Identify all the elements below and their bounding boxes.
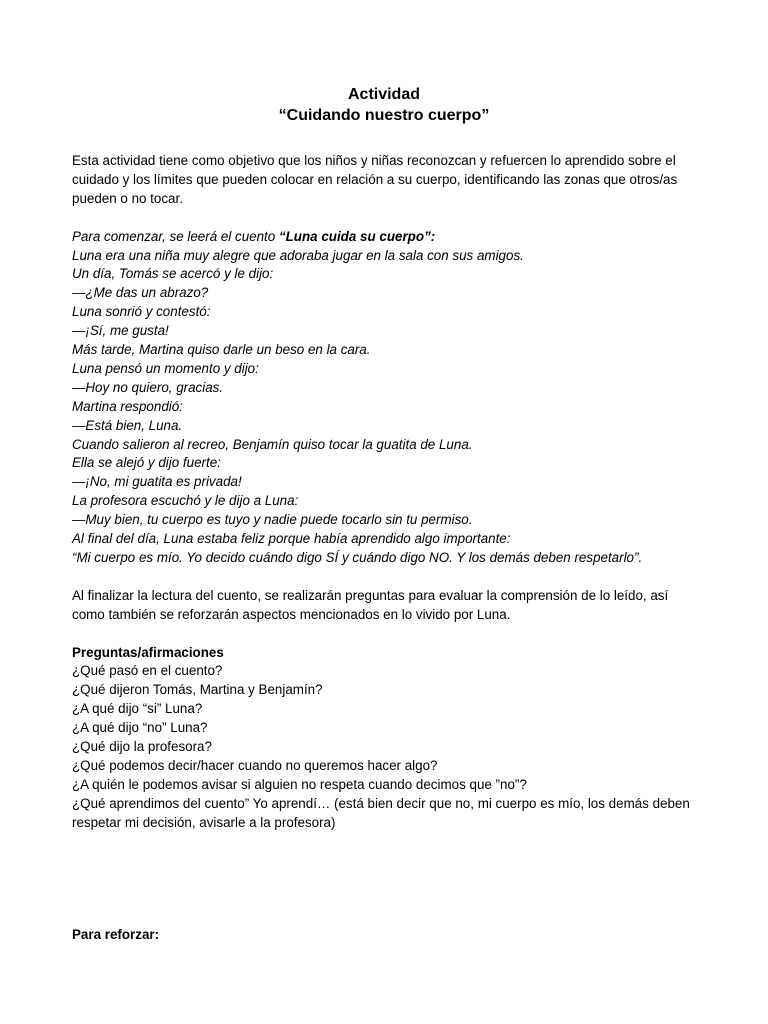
story-line: —Está bien, Luna. bbox=[72, 417, 183, 433]
question-item: ¿Qué podemos decir/hacer cuando no queremos hacer algo? bbox=[72, 757, 438, 773]
reinforce-heading: Para reforzar: bbox=[72, 927, 160, 942]
document-subtitle: “Cuidando nuestro cuerpo” bbox=[278, 107, 490, 124]
document-body bbox=[72, 152, 702, 833]
story-section bbox=[72, 228, 702, 568]
story-intro-prefix: Para comenzar, se leerá el cuento bbox=[72, 228, 279, 244]
story-line: —Hoy no quiero, gracias. bbox=[72, 379, 224, 395]
story-title: “Luna cuida su cuerpo”: bbox=[278, 228, 436, 244]
questions-heading: Preguntas/afirmaciones bbox=[72, 644, 224, 660]
document-title: Actividad bbox=[347, 86, 420, 103]
closing-paragraph: Al finalizar la lectura del cuento, se realizarán preguntas para evaluar la comprensión de lo leído, así como también se reforzarán aspectos mencionados en lo vivido por Luna. bbox=[72, 587, 669, 622]
story-line: Luna era una niña muy alegre que adoraba jugar en la sala con sus amigos. bbox=[72, 247, 524, 263]
story-line: Cuando salieron al recreo, Benjamín quiso tocar la guatita de Luna. bbox=[72, 436, 473, 452]
story-line: Ella se alejó y dijo fuerte: bbox=[72, 455, 221, 471]
questions-section bbox=[72, 644, 702, 833]
story-line: La profesora escuchó y le dijo a Luna: bbox=[72, 493, 299, 509]
story-line: Luna pensó un momento y dijo: bbox=[72, 360, 259, 376]
question-item: ¿A qué dijo “no” Luna? bbox=[72, 720, 208, 736]
story-line: Martina respondió: bbox=[72, 398, 183, 414]
story-line: Un día, Tomás se acercó y le dijo: bbox=[72, 266, 274, 282]
story-line: Más tarde, Martina quiso darle un beso en la cara. bbox=[72, 342, 371, 358]
story-line: Luna sonrió y contestó: bbox=[72, 304, 211, 320]
story-line: —¡No, mi guatita es privada! bbox=[72, 474, 242, 490]
question-item: ¿Qué pasó en el cuento? bbox=[72, 663, 223, 679]
question-item: ¿Qué dijeron Tomás, Martina y Benjamín? bbox=[72, 682, 323, 698]
story-intro bbox=[72, 228, 702, 247]
title-block bbox=[0, 84, 768, 126]
story-line: —¿Me das un abrazo? bbox=[72, 285, 209, 301]
question-item: ¿A quién le podemos avisar si alguien no respeta cuando decimos que ”no”? bbox=[72, 776, 527, 792]
question-item: ¿Qué dijo la profesora? bbox=[72, 739, 212, 755]
story-line: —¡Sí, me gusta! bbox=[72, 323, 169, 339]
story-line: —Muy bien, tu cuerpo es tuyo y nadie puede tocarlo sin tu permiso. bbox=[72, 512, 473, 528]
question-item: ¿Qué aprendimos del cuento” Yo aprendí… (está bien decir que no, mi cuerpo es mío, los demás deben respetar mi decisión, avisarle a la profesora) bbox=[72, 795, 690, 830]
story-line: Al final del día, Luna estaba feliz porque había aprendido algo importante: bbox=[72, 531, 511, 547]
story-line: “Mi cuerpo es mío. Yo decido cuándo digo SÍ y cuándo digo NO. Y los demás deben respetarlo”. bbox=[72, 550, 643, 566]
question-item: ¿A qué dijo “si” Luna? bbox=[72, 701, 203, 717]
intro-paragraph: Esta actividad tiene como objetivo que los niños y niñas reconozcan y refuercen lo aprendido sobre el cuidado y los límites que pueden colocar en relación a su cuerpo, identificando las zonas que otros/as pueden o no tocar. bbox=[72, 153, 678, 206]
